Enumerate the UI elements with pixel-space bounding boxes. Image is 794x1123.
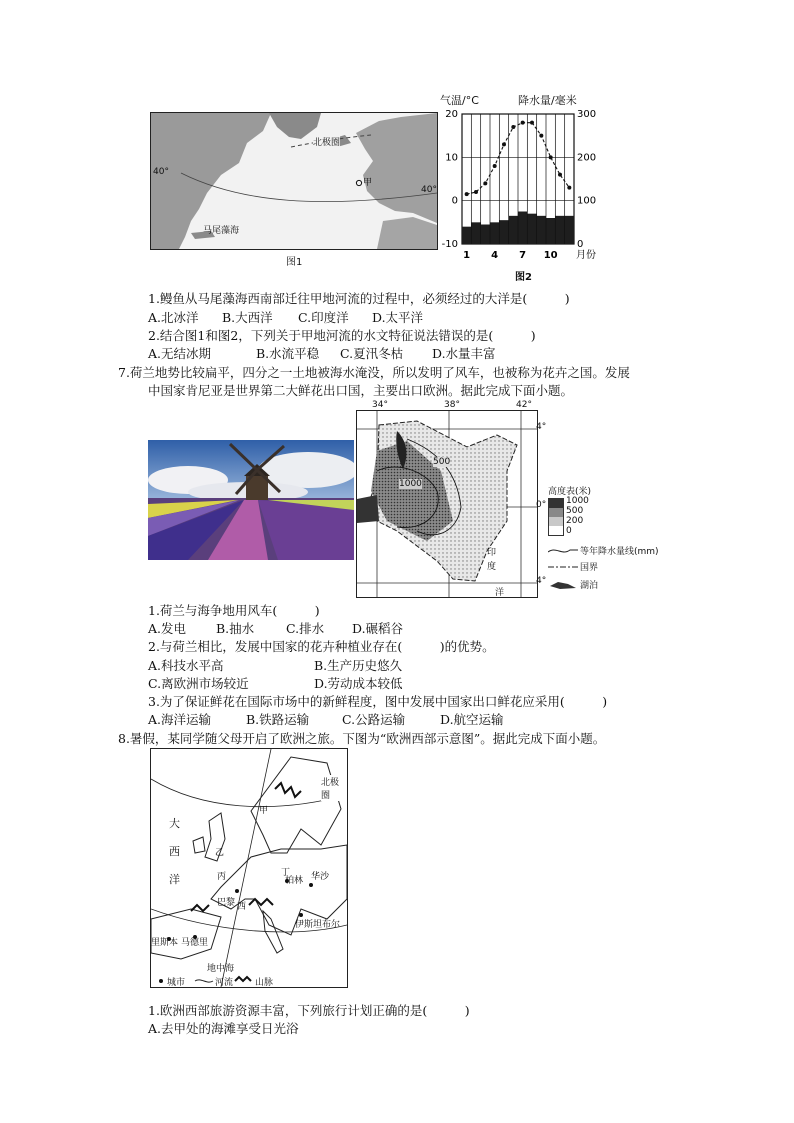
temperature-point xyxy=(511,125,515,129)
option-d[interactable]: D.碾稻谷 xyxy=(352,621,404,636)
q8-stem: 8.暑假，某同学随父母开启了欧洲之旅。下图为“欧洲西部示意图”。据此完成下面小题。 xyxy=(118,731,606,746)
q7-stem-line2: 中国家肯尼亚是世界第二大鲜花出口国，主要出口欧洲。据此完成下面小题。 xyxy=(148,383,574,398)
q7-stem-line1: 7.荷兰地势比较扁平，四分之一土地被海水淹没，所以发明了风车，也被称为花卉之国。发展 xyxy=(118,365,630,380)
temperature-point xyxy=(558,173,562,177)
temperature-point xyxy=(465,192,469,196)
legend-500: 500 xyxy=(566,506,584,516)
lon-34: 34° xyxy=(372,400,388,410)
place-mediterranean: 地中海 xyxy=(207,964,235,974)
jia-label: 甲 xyxy=(363,178,373,188)
lat-40-right-label: 40° xyxy=(421,185,437,195)
lat-0: 0° xyxy=(536,500,547,510)
x-tick-label: 4 xyxy=(491,250,499,261)
q7-3-options xyxy=(148,711,504,729)
q7-2-options-row2 xyxy=(148,675,403,693)
ocean-char-1: 印 xyxy=(487,548,497,558)
lat-4s: 4° xyxy=(536,576,547,586)
q-eel-1: 1.鳗鱼从马尾藻海西南部迁往甲地河流的过程中，必须经过的大洋是( ) xyxy=(148,291,570,306)
kenya-legend xyxy=(548,484,678,600)
legend-city: 城市 xyxy=(167,978,186,988)
q7-3: 3.为了保证鲜花在国际市场中的新鲜程度，图中发展中国家出口鲜花应采用( ) xyxy=(148,694,608,709)
temperature-point xyxy=(474,190,478,194)
right-axis-title: 降水量/毫米 xyxy=(518,94,577,107)
precip-bar xyxy=(555,216,564,244)
option-d[interactable]: D.太平洋 xyxy=(372,310,424,325)
legend-200: 200 xyxy=(566,516,584,526)
right-tick-label: 100 xyxy=(577,195,597,207)
right-tick-label: 0 xyxy=(577,239,584,250)
left-tick-label: 20 xyxy=(445,109,458,120)
legend-title: 高度表(米) xyxy=(548,487,592,497)
place-jia: 甲 xyxy=(259,806,269,816)
place-xi: 西 xyxy=(237,902,247,912)
lat-40-left-label: 40° xyxy=(153,167,169,177)
precip-bar xyxy=(462,227,471,244)
legend-isoline: 等年降水量线(mm) xyxy=(580,547,659,557)
isoline-1000: 1000 xyxy=(399,479,422,489)
q7-1: 1.荷兰与海争地用风车( ) xyxy=(148,603,320,618)
figure-1-caption: 图1 xyxy=(286,257,303,268)
legend-0: 0 xyxy=(566,526,572,536)
precip-bar xyxy=(565,216,574,244)
left-tick-label: 0 xyxy=(451,195,458,207)
isoline-500: 500 xyxy=(433,457,451,467)
precip-bar xyxy=(499,220,508,244)
option-a[interactable]: A.无结冰期 xyxy=(148,346,212,361)
option-b[interactable]: B.水流平稳 xyxy=(256,346,320,361)
atlantic-char-2: 西 xyxy=(169,845,180,858)
q-eel-2-options xyxy=(148,345,496,363)
x-tick-label: 1 xyxy=(463,250,471,261)
q7-2-options-row1 xyxy=(148,657,402,675)
option-a[interactable]: A.科技水平高 xyxy=(148,658,224,673)
precip-bar xyxy=(481,225,490,245)
place-madrid: 马德里 xyxy=(181,938,209,948)
temperature-point xyxy=(502,142,506,146)
lon-38: 38° xyxy=(444,400,460,410)
place-yi: 乙 xyxy=(215,848,225,858)
q7-2: 2.与荷兰相比，发展中国家的花卉种植业存在( )的优势。 xyxy=(148,639,495,654)
x-tick-label: 7 xyxy=(519,250,527,261)
atlantic-char-3: 洋 xyxy=(169,873,180,886)
place-bing: 丙 xyxy=(217,872,227,882)
place-ding: 丁 xyxy=(281,868,291,878)
q8-1: 1.欧洲西部旅游资源丰富，下列旅行计划正确的是( ) xyxy=(148,1003,470,1018)
lake-victoria xyxy=(357,495,379,523)
left-tick-label: 10 xyxy=(445,152,458,164)
right-tick-label: 200 xyxy=(577,152,597,164)
legend-river: 河流 xyxy=(215,978,234,988)
ocean-char-3: 洋 xyxy=(495,588,505,598)
option-b[interactable]: B.大西洋 xyxy=(222,310,273,325)
arctic-circle-label: 北极圈 xyxy=(321,775,347,801)
sargasso-sea-label: 马尾藻海 xyxy=(203,226,240,236)
temperature-point xyxy=(530,121,534,125)
option-b[interactable]: B.抽水 xyxy=(216,621,255,636)
place-berlin: 柏林 xyxy=(285,876,304,886)
atlantic-char-1: 大 xyxy=(169,817,180,830)
legend-mountain: 山脉 xyxy=(255,978,274,988)
precip-bar xyxy=(527,214,536,244)
option-b[interactable]: B.铁路运输 xyxy=(246,712,310,727)
q7-1-options xyxy=(148,620,403,638)
lat-4n: 4° xyxy=(536,422,547,432)
kenya-map xyxy=(356,400,552,600)
legend-1000: 1000 xyxy=(566,496,589,506)
option-c[interactable]: C.夏汛冬枯 xyxy=(340,346,404,361)
left-axis-title: 气温/°C xyxy=(440,94,479,107)
figure-1-map xyxy=(150,112,438,250)
q-eel-1-options xyxy=(148,309,423,327)
option-a[interactable]: A.发电 xyxy=(148,621,187,636)
place-hua: 华沙 xyxy=(311,872,330,882)
option-d[interactable]: D.航空运输 xyxy=(440,712,504,727)
temperature-point xyxy=(483,181,487,185)
figure-2-climate-chart xyxy=(440,92,600,282)
place-paris: 巴黎 xyxy=(217,898,236,908)
windmill-flower-photo xyxy=(148,440,354,560)
legend-lake: 湖泊 xyxy=(580,581,599,591)
temperature-point xyxy=(521,121,525,125)
right-tick-label: 300 xyxy=(577,109,597,120)
climate-chart-svg xyxy=(440,92,600,282)
q8-1-option-a[interactable]: A.去甲处的海滩享受日光浴 xyxy=(148,1021,299,1036)
option-c[interactable]: C.印度洋 xyxy=(298,310,349,325)
precip-bar xyxy=(546,218,555,244)
option-b[interactable]: B.生产历史悠久 xyxy=(314,658,403,673)
temperature-point xyxy=(567,186,571,190)
legend-border: 国界 xyxy=(580,563,599,573)
precip-bar xyxy=(537,216,546,244)
option-d[interactable]: D.劳动成本较低 xyxy=(314,676,403,691)
place-istanbul: 伊斯坦布尔 xyxy=(295,920,341,930)
temperature-point xyxy=(539,134,543,138)
option-a[interactable]: A.北冰洋 xyxy=(148,310,199,325)
q-eel-2: 2.结合图1和图2，下列关于甲地河流的水文特征说法错误的是( ) xyxy=(148,328,536,343)
atlantic-map-graphic xyxy=(151,113,437,249)
temperature-point xyxy=(549,155,553,159)
figure-2-caption: 图2 xyxy=(515,272,532,283)
precip-bar xyxy=(471,222,480,244)
option-c[interactable]: C.排水 xyxy=(286,621,325,636)
x-unit-label: 月份 xyxy=(576,250,596,261)
option-a[interactable]: A.海洋运输 xyxy=(148,712,212,727)
europe-map xyxy=(150,748,348,988)
option-c[interactable]: C.公路运输 xyxy=(342,712,406,727)
x-tick-label: 10 xyxy=(543,250,558,261)
precip-bar xyxy=(509,216,518,244)
left-tick-label: -10 xyxy=(441,239,458,250)
precip-bar xyxy=(518,212,527,245)
temperature-point xyxy=(493,164,497,168)
option-d[interactable]: D.水量丰富 xyxy=(432,346,496,361)
ocean-char-2: 度 xyxy=(487,562,497,572)
precip-bar xyxy=(490,222,499,244)
europe-map-graphic xyxy=(151,749,347,987)
option-c[interactable]: C.离欧洲市场较近 xyxy=(148,676,249,691)
arctic-circle-label: 北极圈 xyxy=(313,135,340,148)
kenya-map-graphic xyxy=(357,411,537,597)
place-lisbon: 里斯本 xyxy=(151,938,179,948)
lon-42: 42° xyxy=(516,400,532,410)
